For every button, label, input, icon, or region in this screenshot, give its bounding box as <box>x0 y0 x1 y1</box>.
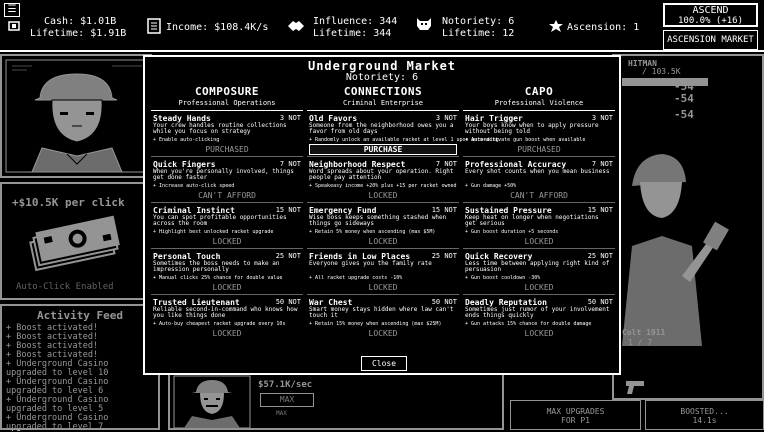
upgrade-item <box>307 205 459 249</box>
composure-column <box>151 85 303 341</box>
upgrade-cost: 25 NOT <box>275 252 301 260</box>
upgrade-cost: 3 NOT <box>279 114 301 122</box>
feed-title: Activity Feed <box>36 309 124 322</box>
upgrade-name: Quick Fingers <box>153 160 216 169</box>
column-subtitle: Criminal Enterprise <box>307 99 459 111</box>
upgrade-item <box>151 113 303 157</box>
cash-stack-icon[interactable] <box>22 218 122 274</box>
upgrade-desc: Smart money stays hidden where law can't touch it <box>309 306 454 319</box>
upgrade-name: Criminal Instinct <box>153 206 235 215</box>
boss-portrait <box>2 56 150 176</box>
upgrade-status: LOCKED <box>368 329 398 338</box>
damage-number: -54 <box>674 108 694 121</box>
feed-line: upgraded to level 7 <box>6 422 104 432</box>
ascend-button[interactable] <box>663 3 758 27</box>
cash-lifetime: Lifetime: $1.91B <box>30 28 127 39</box>
notoriety-value: Notoriety: 6 <box>442 16 515 27</box>
column-subtitle: Professional Violence <box>463 99 615 111</box>
handshake-icon <box>287 17 305 35</box>
menu-button[interactable]: ☰ <box>4 3 20 17</box>
cash-value: Cash: $1.01B <box>44 16 117 27</box>
capo-column <box>463 85 615 341</box>
upgrade-item <box>463 251 615 295</box>
upgrade-effect: + Gun boost cooldown -30% <box>465 275 541 281</box>
feed-line: upgraded to level 5 <box>6 404 104 414</box>
cash-icon <box>8 20 20 32</box>
upgrade-status: LOCKED <box>368 191 398 200</box>
income-icon <box>147 18 161 34</box>
upgrade-desc: Everyone gives you the family rate <box>309 260 432 267</box>
modal-notoriety: Notoriety: 6 <box>345 72 419 83</box>
upgrade-effect: + Gun damage +50% <box>465 183 517 189</box>
upgrade-name: Personal Touch <box>153 252 221 261</box>
influence-lifetime: Lifetime: 344 <box>313 28 392 39</box>
upgrade-desc: Word spreads about your operation. Right people pay attention <box>309 168 454 181</box>
upgrade-effect: + Gun attacks 15% chance for double damage <box>465 321 592 327</box>
upgrade-item <box>463 113 615 157</box>
upgrade-name: Neighborhood Respect <box>309 160 406 169</box>
upgrade-item <box>463 205 615 249</box>
upgrade-desc: Every shot counts when you mean business <box>465 168 610 175</box>
column-title: CONNECTIONS <box>343 85 423 98</box>
upgrade-desc: Someone from the neighborhood owes you a favor from old days <box>309 122 454 135</box>
autoclick-status: Auto-Click Enabled <box>16 282 114 292</box>
racket-owner-portrait <box>174 376 250 428</box>
upgrade-item <box>151 159 303 203</box>
purchase-button[interactable]: PURCHASE <box>309 144 457 155</box>
upgrade-desc: Keep heat on longer when negotiations get serious <box>465 214 599 227</box>
upgrade-cost: 50 NOT <box>275 298 301 306</box>
upgrade-status: LOCKED <box>524 329 554 338</box>
modal-title: Underground Market <box>307 59 457 73</box>
upgrade-cost: 25 NOT <box>587 252 613 260</box>
feed-line: + Underground Casino <box>6 395 109 405</box>
upgrade-item <box>463 159 615 203</box>
racket-max-small: MAX <box>276 410 287 417</box>
ascend-title: ASCEND <box>692 5 729 16</box>
upgrade-cost: 15 NOT <box>275 206 301 214</box>
upgrade-name: Steady Hands <box>153 114 211 123</box>
feed-line: + Boost activated! <box>6 323 99 333</box>
hitman-hp: / 103.5K <box>642 67 681 76</box>
click-panel[interactable] <box>0 182 152 300</box>
upgrade-cost: 3 NOT <box>591 114 613 122</box>
upgrade-name: Friends in Low Places <box>309 252 411 261</box>
ascend-progress: 100.0% (+16) <box>677 16 744 26</box>
upgrade-status: LOCKED <box>368 283 398 292</box>
upgrade-desc: Your crew handles routine collections while you focus on strategy <box>153 122 287 135</box>
upgrade-status: LOCKED <box>368 237 398 246</box>
upgrade-cost: 50 NOT <box>431 298 457 306</box>
feed-line: upgraded to level 6 <box>6 386 104 396</box>
upgrade-effect: + Retain 5% money when ascending (max $5M) <box>309 229 436 235</box>
hitman-health-bar <box>622 78 708 86</box>
weapon-name: Colt 1911 <box>622 328 666 337</box>
upgrade-cost: 25 NOT <box>431 252 457 260</box>
upgrade-status: PURCHASED <box>205 145 249 154</box>
upgrade-name: Hair Trigger <box>465 114 523 123</box>
upgrade-effect: + Gun boost duration +5 seconds <box>465 229 559 235</box>
upgrade-status: LOCKED <box>212 283 242 292</box>
upgrade-effect: + Auto-buy cheapest racket upgrade every 10s <box>153 321 286 327</box>
ascension-value: Ascension: 1 <box>567 22 640 33</box>
max-upgrades-button[interactable] <box>510 400 641 430</box>
underground-market-modal <box>143 55 621 375</box>
column-subtitle: Professional Operations <box>151 99 303 111</box>
upgrade-effect: + All racket upgrade costs -10% <box>309 275 403 281</box>
upgrade-item <box>151 297 303 341</box>
activity-feed <box>0 304 160 430</box>
pistol-icon <box>624 378 646 396</box>
upgrade-name: Old Favors <box>309 114 358 123</box>
upgrade-effect: + Highlight best unlocked racket upgrade <box>153 229 274 235</box>
feed-line: + Underground Casino <box>6 413 109 423</box>
upgrade-desc: When you're personally involved, things get done faster <box>153 168 294 181</box>
racket-max-button[interactable]: MAX <box>260 393 314 407</box>
upgrade-effect: + Randomly unlock an available racket at level 1 upon ascending <box>309 137 499 143</box>
upgrade-name: War Chest <box>309 298 353 307</box>
top-bar <box>0 0 764 52</box>
upgrade-item <box>307 159 459 203</box>
column-title: CAPO <box>524 85 554 98</box>
upgrade-name: Sustained Pressure <box>465 206 552 215</box>
ascension-market-button[interactable]: ASCENSION MARKET <box>663 30 758 50</box>
damage-number: -54 <box>674 80 694 93</box>
upgrade-name: Quick Recovery <box>465 252 533 261</box>
feed-line: + Boost activated! <box>6 350 99 360</box>
upgrade-cost: 3 NOT <box>435 114 457 122</box>
upgrade-desc: Less time between applying right kind of persuasion <box>465 260 610 273</box>
upgrade-effect: + Retain 15% money when ascending (max $25M) <box>309 321 442 327</box>
feed-line: upgraded to level 10 <box>6 368 109 378</box>
upgrade-status: CAN'T AFFORD <box>198 191 256 200</box>
upgrade-effect: + Manual clicks 25% chance for double value <box>153 275 283 281</box>
upgrade-cost: 50 NOT <box>587 298 613 306</box>
feed-line: + Boost activated! <box>6 341 99 351</box>
upgrade-status: LOCKED <box>524 283 554 292</box>
boss-portrait-panel <box>0 54 152 178</box>
upgrade-cost: 7 NOT <box>591 160 613 168</box>
damage-number: -54 <box>674 92 694 105</box>
upgrade-cost: 7 NOT <box>435 160 457 168</box>
upgrade-status: LOCKED <box>524 237 554 246</box>
upgrade-item <box>307 297 459 341</box>
upgrade-desc: Wise boss keeps something stashed when things go sideways <box>309 214 447 227</box>
skull-icon <box>415 16 433 34</box>
upgrade-status: PURCHASED <box>517 145 561 154</box>
upgrade-name: Deadly Reputation <box>465 298 547 307</box>
upgrade-desc: You can spot profitable opportunities across the room <box>153 214 287 227</box>
racket-card <box>168 372 504 430</box>
upgrade-item <box>151 205 303 249</box>
upgrade-desc: Your boys know when to apply pressure without being told <box>465 122 599 135</box>
notoriety-lifetime: Lifetime: 12 <box>442 28 515 39</box>
hitman-panel <box>612 54 764 400</box>
star-icon <box>548 19 564 33</box>
upgrade-cost: 15 NOT <box>587 206 613 214</box>
upgrade-cost: 15 NOT <box>431 206 457 214</box>
feed-line: + Underground Casino <box>6 359 109 369</box>
boost-label: BOOSTED... <box>680 407 729 416</box>
upgrade-desc: Reliable second-in-command who knows how you like things done <box>153 306 298 319</box>
max-upgrades-sub: FOR P1 <box>561 416 590 425</box>
upgrade-cost: 7 NOT <box>279 160 301 168</box>
feed-line: + Boost activated! <box>6 332 99 342</box>
boost-button[interactable] <box>645 400 764 430</box>
upgrade-name: Trusted Lieutenant <box>153 298 240 307</box>
close-button[interactable]: Close <box>361 356 407 371</box>
upgrade-status: CAN'T AFFORD <box>510 191 568 200</box>
income-value: Income: $108.4K/s <box>166 22 269 33</box>
upgrade-item <box>151 251 303 295</box>
click-value: +$10.5K per click <box>12 196 125 209</box>
racket-income: $57.1K/sec <box>258 380 313 390</box>
max-upgrades-label: MAX UPGRADES <box>546 407 605 416</box>
upgrade-effect: + Enable auto-clicking <box>153 137 220 143</box>
upgrade-name: Professional Accuracy <box>465 160 567 169</box>
upgrade-effect: + Increase auto-click speed <box>153 183 235 189</box>
upgrade-item <box>307 251 459 295</box>
upgrade-effect: + Speakeasy income +20% plus +15 per racket owned <box>309 183 457 189</box>
upgrade-item <box>463 297 615 341</box>
upgrade-effect: + Auto-activate gun boost when available <box>465 137 586 143</box>
upgrade-name: Emergency Fund <box>309 206 377 215</box>
influence-value: Influence: 344 <box>313 16 398 27</box>
weapon-ammo: 1 / 7 <box>628 338 653 347</box>
boost-timer: 14.1s <box>692 416 717 425</box>
upgrade-status: LOCKED <box>212 329 242 338</box>
upgrade-desc: Sometimes the boss needs to make an impression personally <box>153 260 280 273</box>
feed-line: + Underground Casino <box>6 377 109 387</box>
hitman-figure <box>622 126 742 346</box>
upgrade-status: LOCKED <box>212 237 242 246</box>
upgrade-desc: Sometimes just rumor of your involvement ends things quickly <box>465 306 610 319</box>
hitman-title: HITMAN <box>628 59 657 68</box>
column-title: COMPOSURE <box>194 85 260 98</box>
